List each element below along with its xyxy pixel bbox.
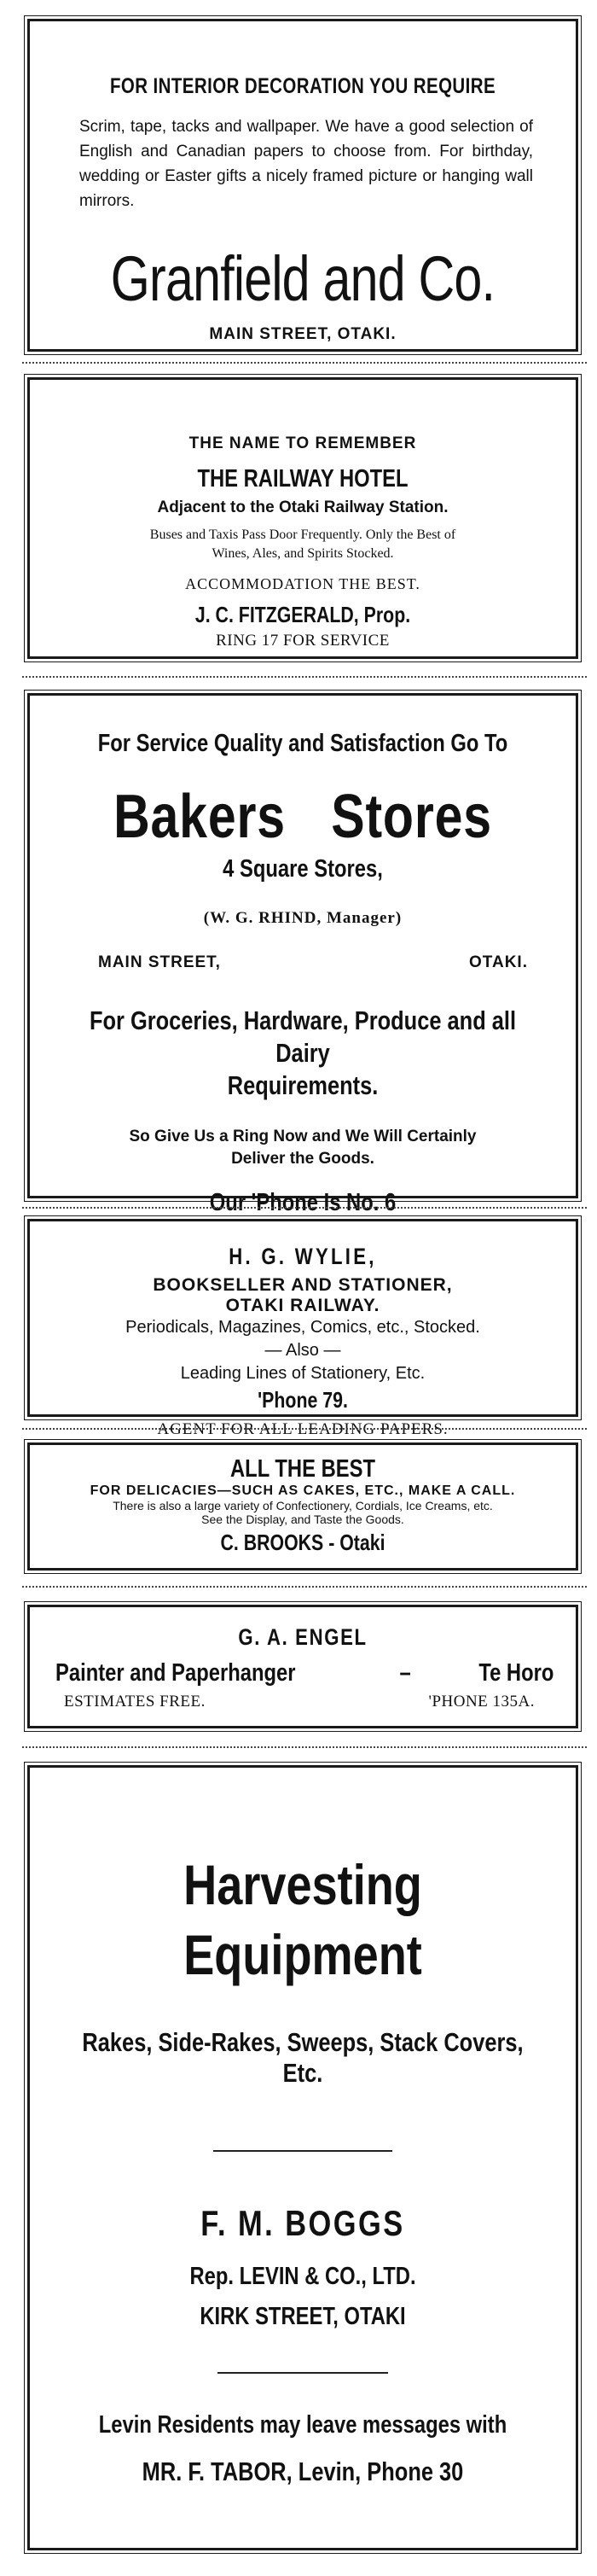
bakers-call [30, 1126, 576, 1170]
bakers-street: MAIN STREET, [98, 953, 221, 971]
bakers-phone: Our 'Phone Is No. 6 [209, 1189, 397, 1216]
divider [22, 1746, 587, 1748]
hotel-proprietor: J. C. FITZGERALD, Prop. [194, 602, 411, 627]
divider [22, 1586, 587, 1588]
boggs-rule-2 [217, 2372, 388, 2374]
brooks-headline: ALL THE BEST [230, 1455, 375, 1483]
engel-advert [27, 1605, 578, 1728]
hotel-location: Adjacent to the Otaki Railway Station. [157, 498, 449, 516]
bakers-name: Bakers Stores [113, 783, 492, 851]
granfield-body: Scrim, tape, tacks and wallpaper. We have a good selection of English and Canadian papers to choose from. For birthday, wedding or Easter gifts a nicely framed picture or hanging wall mirrors. [79, 118, 533, 210]
hotel-services [30, 526, 576, 563]
wylie-name: H. G. WYLIE, [229, 1244, 377, 1269]
railway-hotel-advert [27, 377, 578, 659]
boggs-address: KIRK STREET, OTAKI [200, 2303, 406, 2330]
boggs-advert [27, 1765, 578, 2550]
granfield-headline: FOR INTERIOR DECORATION YOU REQUIRE [109, 74, 496, 98]
bakers-call-line-2: Deliver the Goods. [231, 1150, 374, 1168]
divider [22, 362, 587, 364]
brooks-advert [27, 1442, 578, 1571]
granfield-brand: Granfield and Co. [110, 243, 496, 314]
engel-estimates: ESTIMATES FREE. [64, 1693, 206, 1711]
engel-place: Te Horo [478, 1659, 554, 1687]
wylie-agent: AGENT FOR ALL LEADING PAPERS. [157, 1420, 449, 1438]
divider [22, 1428, 587, 1430]
hotel-services-line-1: Buses and Taxis Pass Door Frequently. Only the Best of [149, 527, 456, 542]
bakers-offer-line-2: Requirements. [227, 1070, 379, 1100]
hotel-intro: THE NAME TO REMEMBER [188, 434, 417, 452]
engel-trade: Painter and Paperhanger [55, 1659, 296, 1687]
wylie-location: OTAKI RAILWAY. [225, 1296, 380, 1315]
boggs-items: Rakes, Side-Rakes, Sweeps, Stack Covers, Etc. [82, 2027, 524, 2088]
engel-name: G. A. ENGEL [238, 1624, 368, 1650]
boggs-rep: Rep. LEVIN & CO., LTD. [189, 2263, 416, 2290]
boggs-headline-line-2: Equipment [183, 1923, 422, 1986]
divider [22, 1207, 587, 1209]
bakers-call-line-1: So Give Us a Ring Now and We Will Certainly [129, 1128, 477, 1145]
bakers-address-row [98, 953, 528, 972]
brooks-line-2: There is also a large variety of Confectionery, Cordials, Ice Creams, etc. [113, 1499, 493, 1512]
boggs-rule [213, 2150, 392, 2152]
boggs-headline-line-1: Harvesting [183, 1853, 422, 1916]
divider [22, 676, 587, 678]
hotel-accommodation: ACCOMMODATION THE BEST. [185, 575, 420, 592]
bakers-stores-advert [27, 693, 578, 1216]
engel-info-row [64, 1693, 535, 1711]
wylie-also: — Also — [264, 1341, 341, 1360]
engel-phone: 'PHONE 135A. [428, 1693, 535, 1711]
brooks-signature: C. BROOKS - Otaki [220, 1530, 385, 1555]
hotel-ring: RING 17 FOR SERVICE [216, 632, 390, 650]
boggs-contact: MR. F. TABOR, Levin, Phone 30 [142, 2457, 464, 2486]
granfield-advert [27, 19, 578, 352]
brooks-line-1: FOR DELICACIES—SUCH AS CAKES, ETC., MAKE A CALL. [90, 1483, 516, 1498]
wylie-trade: BOOKSELLER AND STATIONER, [153, 1275, 453, 1295]
wylie-phone: 'Phone 79. [258, 1387, 348, 1413]
boggs-headline [30, 1850, 576, 1990]
bakers-stores-note: 4 Square Stores, [223, 855, 383, 883]
engel-dash: – [399, 1659, 411, 1687]
hotel-name: THE RAILWAY HOTEL [197, 465, 409, 492]
boggs-name: F. M. BOGGS [200, 2203, 405, 2243]
hotel-services-line-2: Wines, Ales, and Spirits Stocked. [212, 546, 394, 561]
bakers-town: OTAKI. [469, 953, 528, 971]
wylie-stock: Periodicals, Magazines, Comics, etc., Stocked. [125, 1318, 480, 1337]
granfield-address: MAIN STREET, OTAKI. [209, 325, 397, 343]
bakers-intro: For Service Quality and Satisfaction Go To [97, 730, 508, 757]
wylie-lines: Leading Lines of Stationery, Etc. [180, 1364, 426, 1383]
bakers-offer [30, 1005, 576, 1102]
boggs-note: Levin Residents may leave messages with [98, 2411, 507, 2439]
bakers-manager: (W. G. RHIND, Manager) [203, 909, 403, 927]
bakers-offer-line-1: For Groceries, Hardware, Produce and all Dairy [89, 1005, 517, 1068]
brooks-line-3: See the Display, and Taste the Goods. [201, 1512, 404, 1526]
wylie-advert [27, 1219, 578, 1438]
engel-trade-row [55, 1659, 554, 1687]
